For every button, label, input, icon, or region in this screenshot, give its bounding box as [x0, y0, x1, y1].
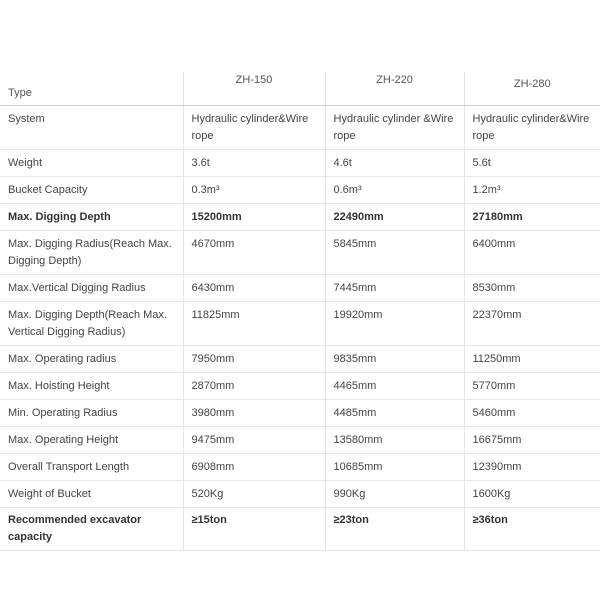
row-value: 11250mm [464, 346, 600, 373]
row-value: 9475mm [183, 427, 325, 454]
row-value: 15200mm [183, 204, 325, 231]
row-value: 5770mm [464, 373, 600, 400]
row-value: 7950mm [183, 346, 325, 373]
row-label: Overall Transport Length [0, 454, 183, 481]
table-row [0, 231, 600, 275]
row-value: Hydraulic cylinder &Wire rope [325, 106, 464, 150]
row-value: ≥15ton [183, 508, 325, 551]
spec-table-container [0, 72, 600, 551]
row-value: 4485mm [325, 400, 464, 427]
row-value: 11825mm [183, 302, 325, 346]
spec-table [0, 72, 600, 551]
row-value: 6400mm [464, 231, 600, 275]
row-value: 4.6t [325, 150, 464, 177]
row-label: Max. Digging Depth(Reach Max. Vertical Digging Radius) [0, 302, 183, 346]
table-row [0, 481, 600, 508]
row-value: 4670mm [183, 231, 325, 275]
row-value: 5460mm [464, 400, 600, 427]
table-row [0, 400, 600, 427]
row-value: 22370mm [464, 302, 600, 346]
row-value: ≥36ton [464, 508, 600, 551]
row-value: 6908mm [183, 454, 325, 481]
row-value: 3980mm [183, 400, 325, 427]
row-label: Bucket Capacity [0, 177, 183, 204]
table-row [0, 508, 600, 551]
table-row [0, 106, 600, 150]
row-value: 9835mm [325, 346, 464, 373]
table-row [0, 346, 600, 373]
row-value: 4465mm [325, 373, 464, 400]
header-model-zh150: ZH-150 [183, 72, 325, 106]
row-value: 8530mm [464, 275, 600, 302]
row-value: Hydraulic cylinder&Wire rope [464, 106, 600, 150]
row-value: 520Kg [183, 481, 325, 508]
row-value: 27180mm [464, 204, 600, 231]
table-row [0, 204, 600, 231]
row-value: 3.6t [183, 150, 325, 177]
row-value: 6430mm [183, 275, 325, 302]
row-value: 10685mm [325, 454, 464, 481]
header-model-zh220: ZH-220 [325, 72, 464, 106]
table-row [0, 302, 600, 346]
row-value: 7445mm [325, 275, 464, 302]
row-value: Hydraulic cylinder&Wire rope [183, 106, 325, 150]
row-label: System [0, 106, 183, 150]
table-row [0, 454, 600, 481]
row-label: Max. Operating Height [0, 427, 183, 454]
table-row [0, 275, 600, 302]
table-row [0, 427, 600, 454]
row-label: Max. Operating radius [0, 346, 183, 373]
table-row [0, 373, 600, 400]
row-value: 5845mm [325, 231, 464, 275]
row-value: 22490mm [325, 204, 464, 231]
row-value: 2870mm [183, 373, 325, 400]
row-label: Max. Digging Radius(Reach Max. Digging Depth) [0, 231, 183, 275]
row-value: ≥23ton [325, 508, 464, 551]
row-value: 1600Kg [464, 481, 600, 508]
row-value: 5.6t [464, 150, 600, 177]
row-value: 19920mm [325, 302, 464, 346]
row-label: Weight [0, 150, 183, 177]
row-label: Max. Digging Depth [0, 204, 183, 231]
row-value: 0.3m³ [183, 177, 325, 204]
row-value: 1.2m³ [464, 177, 600, 204]
header-type-label: Type [0, 72, 183, 106]
row-label: Min. Operating Radius [0, 400, 183, 427]
row-value: 13580mm [325, 427, 464, 454]
row-value: 12390mm [464, 454, 600, 481]
row-label: Max.Vertical Digging Radius [0, 275, 183, 302]
table-row [0, 150, 600, 177]
row-value: 990Kg [325, 481, 464, 508]
header-model-zh280: ZH-280 [464, 72, 600, 106]
row-value: 0.6m³ [325, 177, 464, 204]
row-label: Weight of Bucket [0, 481, 183, 508]
row-label: Max. Hoisting Height [0, 373, 183, 400]
row-label: Recommended excavator capacity [0, 508, 183, 551]
row-value: 16675mm [464, 427, 600, 454]
table-header-row [0, 72, 600, 106]
table-row [0, 177, 600, 204]
